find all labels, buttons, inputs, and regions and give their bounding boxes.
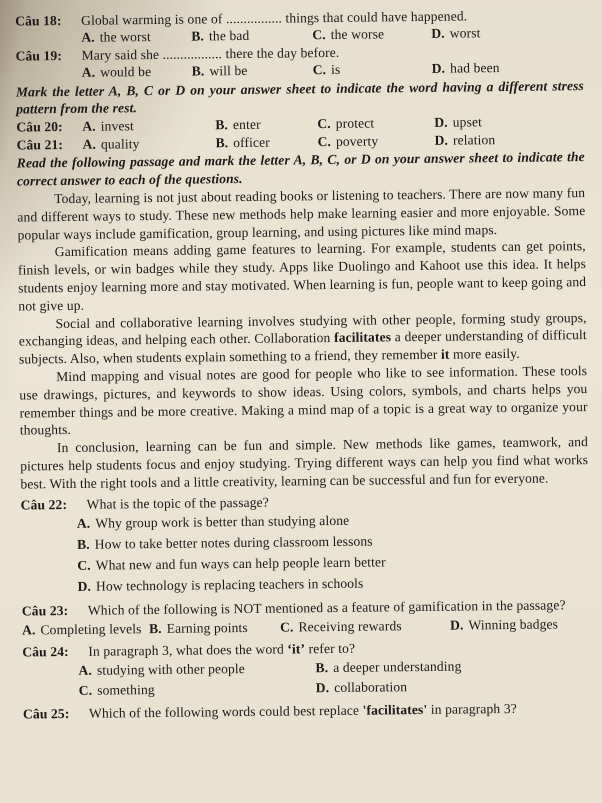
option-letter: A.: [76, 515, 91, 531]
question-22: [21, 490, 590, 598]
option-text: Winning badges: [468, 616, 559, 633]
question-label: Câu 24:: [22, 644, 69, 660]
passage-paragraph-1: Today, learning is not just about reading books or listening to teachers. There are now many fun and different ways to study. These new methods help make learning easier and more enjoyable. Some popular ways include gamification, group learning, and using pictures like mind maps.: [17, 185, 586, 243]
option-letter: A.: [81, 64, 96, 81]
option-letter: C.: [312, 27, 326, 43]
option-b: [191, 27, 312, 46]
option-d: [77, 570, 589, 597]
paragraph-text: more easily.: [449, 346, 520, 362]
paragraph-text: a deeper understanding of difficult subjects. Also, when students explain something to a friend, they remember: [18, 327, 587, 367]
question-label: Câu 18:: [15, 13, 62, 29]
option-b: [149, 618, 280, 638]
option-text: is: [331, 62, 341, 78]
option-a: [82, 134, 215, 153]
option-letter: C.: [312, 62, 327, 78]
question-18: [15, 6, 583, 47]
option-text: quality: [100, 136, 140, 152]
question-text: In paragraph 3, what does the word: [88, 641, 288, 660]
option-d: [434, 113, 584, 132]
option-text: worst: [449, 25, 481, 42]
option-a: [78, 658, 315, 681]
option-c: [280, 616, 450, 637]
option-letter: D.: [434, 132, 449, 148]
option-letter: D.: [449, 617, 464, 634]
option-text: Receiving rewards: [298, 618, 402, 635]
option-d: [434, 130, 584, 149]
quoted-word-facilitates: 'facilitates': [362, 701, 428, 718]
question-24: [22, 638, 591, 702]
option-letter: B.: [315, 659, 329, 676]
option-letter: D.: [431, 26, 445, 42]
paragraph-text: Social and collaborative learning involves studying with other people, forming study groups, exchanging ideas, and helping each other. Collaboration: [18, 309, 587, 349]
question-text: in paragraph 3?: [427, 700, 517, 717]
option-letter: B.: [215, 134, 229, 151]
option-letter: B.: [191, 28, 205, 44]
option-letter: D.: [315, 679, 330, 696]
option-text: officer: [233, 134, 270, 150]
reading-passage: [17, 184, 588, 493]
option-letter: B.: [148, 621, 162, 637]
option-d: [316, 675, 591, 698]
option-letter: A.: [82, 136, 97, 152]
option-letter: A.: [82, 119, 96, 135]
option-text: Why group work is better than studying alone: [95, 512, 350, 531]
question-label: Câu 19:: [15, 47, 63, 64]
passage-paragraph-4: Mind mapping and visual notes are good for people who like to see information. These tools use drawings, pictures, and keywords to show ideas. Using colors, symbols, and charts helps you remember things and be more creative. Making a mind map of a topic is a great way to organize your thoughts.: [19, 363, 588, 438]
option-text: the bad: [208, 28, 250, 44]
option-c: [312, 25, 431, 44]
option-text: Earning points: [166, 620, 248, 637]
question-label: Câu 21:: [16, 136, 64, 153]
option-b: [215, 116, 317, 135]
option-c: [313, 60, 432, 79]
question-text: Which of the following words could best replace: [88, 702, 363, 721]
option-a: [82, 63, 192, 82]
option-letter: A.: [78, 662, 93, 678]
option-text: How technology is replacing teachers in schools: [95, 575, 364, 594]
option-text: had been: [450, 60, 500, 76]
option-c: [317, 114, 434, 133]
option-text: a deeper understanding: [333, 658, 462, 675]
question-text: Which of the following is NOT mentioned as a feature of gamification in the passage?: [87, 597, 566, 618]
option-a: [81, 28, 191, 47]
option-text: collaboration: [334, 678, 408, 695]
option-letter: A.: [81, 30, 95, 46]
quoted-word-it: ‘it’: [287, 641, 306, 657]
option-text: protect: [335, 115, 375, 132]
instruction-stress-pattern: Mark the letter A, B, C or D on your answer sheet to indicate the word having a different stress pattern from the rest.: [15, 77, 584, 117]
option-text: will be: [209, 63, 248, 79]
option-text: relation: [452, 131, 496, 148]
option-letter: A.: [21, 622, 36, 638]
option-text: the worse: [330, 26, 385, 43]
option-text: enter: [232, 117, 261, 133]
option-text: studying with other people: [96, 660, 245, 678]
option-b: [215, 133, 317, 152]
option-d: [432, 58, 584, 77]
option-letter: C.: [279, 619, 294, 636]
option-a: [82, 117, 215, 136]
bold-word-it: it: [440, 346, 450, 362]
option-text: poverty: [335, 133, 379, 149]
option-letter: D.: [77, 578, 92, 594]
option-letter: B.: [215, 117, 229, 133]
question-label: Câu 25:: [22, 705, 70, 722]
option-d: [450, 615, 590, 636]
passage-paragraph-5: In conclusion, learning can be fun and simple. New methods like games, teamwork, and pictures help students focus and enjoy studying. Trying different ways can help you find what works best. With the right tools and a little creativity, learning can be successful and fun for everyone.: [20, 434, 589, 492]
question-25: [23, 699, 591, 723]
option-c: [79, 678, 316, 701]
option-letter: D.: [434, 115, 448, 131]
question-24-options: [78, 655, 590, 701]
question-text: Mary said she ................. there the day before.: [81, 44, 340, 63]
passage-paragraph-3: [18, 309, 587, 369]
option-letter: B.: [191, 63, 205, 79]
instruction-reading-passage: Read the following passage and mark the letter A, B, C, or D on your answer sheet to indicate the correct answer to each of the questions.: [16, 149, 585, 189]
option-letter: C.: [78, 682, 93, 698]
bold-word-facilitates: facilitates: [334, 329, 392, 346]
option-text: something: [97, 681, 155, 698]
option-a: [22, 620, 149, 640]
option-text: upset: [452, 114, 483, 131]
question-text: What is the topic of the passage?: [86, 494, 269, 512]
passage-paragraph-2: Gamification means adding game features to learning. For example, students can get points, finish levels, or win badges while they study. Apps like Duolingo and Kahoot use this idea. It helps students enjoy learning more and stay motivated. When learning is fun, people want to keep going and not give up.: [17, 238, 587, 314]
option-text: What new and fun ways can help people learn better: [95, 554, 386, 573]
option-text: the worst: [99, 29, 151, 46]
option-letter: B.: [76, 536, 90, 552]
option-letter: C.: [77, 557, 91, 573]
question-label: Câu 22:: [20, 496, 68, 513]
option-text: Completing levels: [40, 621, 142, 638]
question-label: Câu 23:: [21, 603, 69, 619]
option-letter: C.: [317, 116, 331, 132]
option-c: [317, 132, 434, 151]
option-text: would be: [100, 64, 152, 80]
question-text: Global warming is one of ................ things that could have happened.: [81, 8, 468, 28]
option-b: [192, 61, 313, 80]
option-text: invest: [100, 118, 134, 135]
option-d: [431, 24, 583, 43]
question-text: refer to?: [305, 641, 356, 657]
option-letter: D.: [431, 60, 446, 77]
option-letter: C.: [317, 133, 332, 149]
question-19: [15, 41, 583, 82]
question-25-stem: [23, 699, 591, 723]
option-text: How to take better notes during classroom lessons: [94, 533, 373, 552]
question-23: [22, 596, 590, 640]
question-label: Câu 20:: [16, 119, 63, 135]
